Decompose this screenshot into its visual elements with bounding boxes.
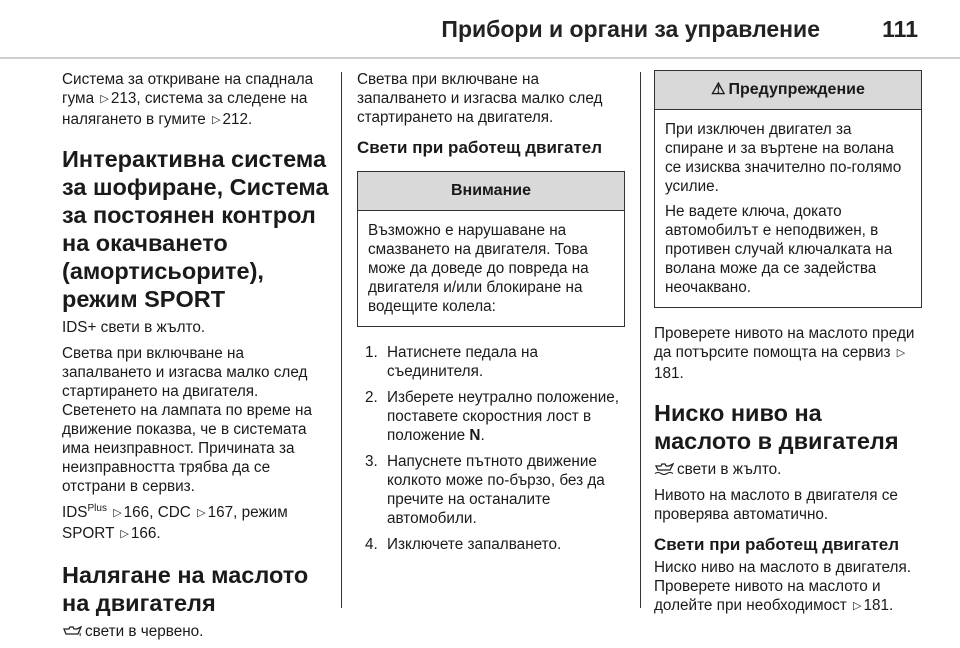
notice-text: Възможно е нарушаване на смазването на двигателя. Това може да доведе до повреда на двигателя и/или блокиране на водещите колела:: [368, 222, 589, 315]
warning-text-2: Не вадете ключа, докато автомобилът е неподвижен, в противен случай ключалката на волана може да се задейства неочаквано.: [665, 203, 893, 296]
warning-triangle-icon: ⚠: [711, 81, 726, 98]
page-header-title: Прибори и органи за управление: [441, 16, 820, 42]
column-divider-1: [341, 72, 342, 608]
column-3: [654, 70, 922, 624]
ids-fault-text: Светенето на лампата по време на движение показва, че в системата има неизправност. Причината за неизправността трябва да се отстрани в сервиз.: [62, 402, 312, 495]
ref-arrow-icon: ▷: [853, 600, 862, 612]
ref-arrow-icon: ▷: [896, 347, 906, 359]
ids-startup-text: Светва при включване на запалването и изгасва малко след стартирането на двигателя.: [62, 345, 308, 400]
section-title-low-oil: Ниско ниво на маслото в двигателя: [654, 400, 899, 454]
notice-box: [357, 171, 625, 327]
oil-pressure-startup-text: Светва при включване на запалването и изгасва малко след стартирането на двигателя.: [357, 71, 603, 126]
ids-references: $IDS^{Plus}$ ▷ 166, CDC ▷ 167, режим SPORT ▷ 166.: [62, 502, 288, 542]
oil-pressure-status: свети в червено.: [62, 622, 330, 641]
warning-title: ⚠ Предупреждение: [655, 71, 921, 110]
oil-can-icon: [62, 625, 82, 637]
ids-status: IDS+ свети в жълто.: [62, 319, 206, 336]
low-oil-running-text: Ниско ниво на маслото в двигателя. Проверете нивото на маслото и долейте при необходимост ▷ 181.: [654, 559, 911, 614]
ref-arrow-icon: ▷: [197, 507, 206, 519]
ref-arrow-icon: ▷: [100, 93, 109, 105]
ref-arrow-icon: ▷: [113, 507, 122, 519]
column-2: [357, 70, 625, 561]
section-title-interactive-driving: Интерактивна система за шофиране, Система за постоянен контрол на окачването (амортисьорите), режим SPORT: [62, 146, 329, 312]
header-rule: [0, 57, 960, 59]
ref-arrow-icon: ▷: [212, 114, 221, 126]
steps-list: [357, 343, 625, 554]
intro-paragraph: Система за откриване на спаднала гума ▷ 213, система за следене на налягането в гумите ▷ 212.: [62, 71, 314, 128]
subhead-engine-running: Свети при работещ двигател: [654, 535, 900, 554]
column-divider-2: [640, 72, 641, 608]
low-oil-auto-check: Нивото на маслото в двигателя се проверява автоматично.: [654, 487, 898, 523]
list-item: 3. Напуснете пътното движение колкото може по-бързо, без да пречите на останалите автомобили.: [365, 453, 605, 527]
warning-box: [654, 70, 922, 308]
oil-level-icon: [654, 463, 674, 475]
section-title-oil-pressure: Налягане на маслото на двигателя: [62, 562, 309, 616]
warning-text-1: При изключен двигател за спиране и за въртене на волана се изисква значително по-голямо усилие.: [665, 121, 902, 195]
list-item: 4. Изключете запалването.: [365, 536, 562, 553]
ref-arrow-icon: ▷: [120, 528, 129, 540]
page-number: 111: [882, 16, 918, 42]
list-item: 2. Изберете неутрално положение, поставете скоростния лост в положение N.: [365, 389, 619, 444]
column-1: [62, 70, 330, 648]
notice-title: Внимание: [358, 172, 624, 211]
low-oil-status: свети в жълто.: [654, 460, 922, 479]
check-oil-text: Проверете нивото на маслото преди да потърсите помощта на сервиз ▷181.: [654, 325, 915, 382]
list-item: 1. Натиснете педала на съединителя.: [365, 344, 538, 380]
subhead-engine-running: Свети при работещ двигател: [357, 138, 603, 157]
